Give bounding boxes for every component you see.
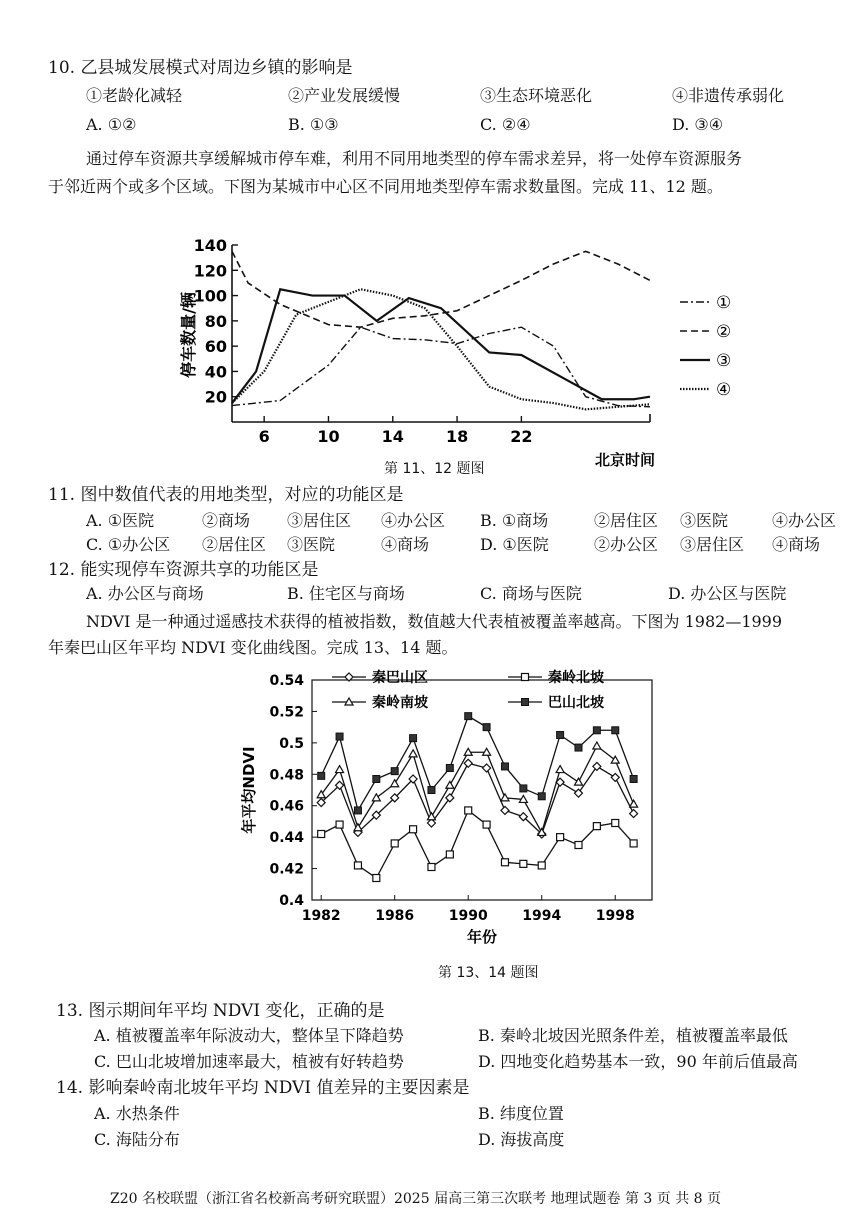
- y-tick-label: 0.48: [269, 767, 304, 784]
- data-point: [501, 859, 508, 866]
- q11-d-2: ②办公区: [594, 535, 659, 554]
- data-point: [336, 821, 343, 828]
- y-tick-label: 0.42: [269, 861, 304, 878]
- series-line-2: [321, 810, 633, 878]
- q11-a-2: ②商场: [202, 511, 251, 530]
- data-point: [391, 768, 398, 775]
- data-point: [446, 851, 453, 858]
- q14-option-c: C. 海陆分布: [94, 1130, 180, 1149]
- y-tick-label: 40: [204, 362, 227, 382]
- y-tick-label: 0.54: [269, 673, 304, 689]
- data-point: [520, 785, 527, 792]
- data-point: [557, 834, 564, 841]
- data-point: [465, 807, 472, 814]
- data-point: [354, 807, 361, 814]
- y-tick-label: 60: [204, 337, 227, 357]
- y-tick-label: 20: [204, 387, 227, 407]
- parking-demand-chart: [170, 225, 750, 485]
- q11-b-1: B. ①商场: [480, 511, 549, 530]
- data-point: [522, 674, 529, 681]
- data-point: [574, 778, 582, 785]
- data-point: [630, 800, 638, 807]
- q12-option-a: A. 办公区与商场: [86, 584, 204, 603]
- data-point: [630, 776, 637, 783]
- legend-label: 巴山北坡: [548, 695, 604, 711]
- y-tick-label: 0.46: [269, 798, 304, 815]
- fig2-caption: 第 13、14 题图: [438, 965, 539, 981]
- y-axis-title: 停车数量/辆: [179, 292, 198, 378]
- q11-d-4: ④商场: [772, 535, 821, 554]
- q11-b-2: ②居住区: [594, 511, 659, 530]
- q11-a-4: ④办公区: [381, 511, 446, 530]
- data-point: [483, 764, 491, 772]
- y-tick-label: 0.52: [269, 704, 304, 721]
- y-tick-label: 0.4: [279, 893, 304, 909]
- q12-option-c: C. 商场与医院: [480, 584, 582, 603]
- data-point: [464, 759, 472, 767]
- legend-label: ③: [716, 351, 732, 371]
- data-point: [593, 742, 601, 749]
- data-point: [630, 810, 638, 818]
- data-point: [538, 793, 545, 800]
- x-tick-label: 1982: [301, 908, 341, 924]
- q12-option-b: B. 住宅区与商场: [287, 584, 405, 603]
- intro1-line2: 于邻近两个或多个区域。下图为某城市中心区不同用地类型停车需求数量图。完成 11、12 题。: [48, 177, 723, 196]
- data-point: [373, 776, 380, 783]
- data-point: [428, 864, 435, 871]
- q11-d-1: D. ①医院: [480, 535, 549, 554]
- q14-option-d: D. 海拔高度: [478, 1130, 565, 1149]
- data-point: [612, 820, 619, 827]
- data-point: [446, 765, 453, 772]
- data-point: [409, 750, 417, 757]
- x-tick-label: 22: [510, 427, 533, 446]
- intro1-line1: 通过停车资源共享缓解城市停车难，利用不同用地类型的停车需求差异，将一处停车资源服务: [86, 149, 743, 168]
- intro2-line1: NDVI 是一种通过遥感技术获得的植被指数，数值越大代表植被覆盖率越高。下图为 1982—1999: [86, 612, 783, 631]
- q10-stem: 10. 乙县城发展模式对周边乡镇的影响是: [48, 58, 353, 78]
- data-point: [522, 699, 529, 706]
- q11-c-1: C. ①办公区: [86, 535, 171, 554]
- q11-a-3: ③居住区: [287, 511, 352, 530]
- q11-c-4: ④商场: [381, 535, 430, 554]
- data-point: [483, 821, 490, 828]
- data-point: [501, 794, 509, 801]
- data-point: [611, 773, 619, 781]
- q13-option-b: B. 秦岭北坡因光照条件差，植被覆盖率最低: [478, 1026, 788, 1045]
- data-point: [354, 862, 361, 869]
- x-axis-title: 年份: [466, 928, 498, 946]
- y-tick-label: 140: [193, 236, 227, 255]
- series-line-1: [232, 327, 650, 407]
- q13-option-a: A. 植被覆盖率年际波动大，整体呈下降趋势: [94, 1026, 404, 1045]
- q10-item-1: ①老龄化减轻: [86, 86, 183, 105]
- q13-stem: 13. 图示期间年平均 NDVI 变化，正确的是: [56, 1001, 385, 1021]
- x-tick-label: 14: [381, 427, 404, 446]
- data-point: [574, 789, 582, 797]
- q12-stem: 12. 能实现停车资源共享的功能区是: [48, 560, 319, 580]
- fig1-caption: 第 11、12 题图: [384, 461, 485, 477]
- q11-b-4: ④办公区: [772, 511, 837, 530]
- data-point: [538, 862, 545, 869]
- data-point: [593, 823, 600, 830]
- q14-option-a: A. 水热条件: [94, 1104, 180, 1123]
- data-point: [556, 766, 564, 773]
- data-point: [391, 780, 399, 787]
- series-line-1: [321, 763, 633, 834]
- plot-frame: [312, 680, 652, 900]
- data-point: [575, 744, 582, 751]
- data-point: [593, 727, 600, 734]
- q10-option-a: A. ①②: [86, 115, 137, 134]
- series-line-3: [232, 289, 650, 403]
- y-tick-label: 80: [204, 311, 227, 331]
- data-point: [318, 772, 325, 779]
- data-point: [501, 806, 509, 814]
- q11-stem: 11. 图中数值代表的用地类型，对应的功能区是: [48, 485, 404, 505]
- q14-stem: 14. 影响秦岭南北坡年平均 NDVI 值差异的主要因素是: [56, 1078, 470, 1098]
- data-point: [520, 860, 527, 867]
- x-tick-label: 1994: [522, 908, 562, 924]
- x-tick-label: 1990: [448, 908, 488, 924]
- q11-c-3: ③医院: [287, 535, 336, 554]
- data-point: [446, 781, 454, 788]
- q14-option-b: B. 纬度位置: [478, 1104, 564, 1123]
- q11-b-3: ③医院: [680, 511, 729, 530]
- q10-option-c: C. ②④: [480, 115, 531, 134]
- series-line-3: [321, 746, 633, 832]
- q13-option-c: C. 巴山北坡增加速率最大，植被有好转趋势: [94, 1052, 404, 1071]
- legend-label: ④: [716, 380, 732, 400]
- q10-item-2: ②产业发展缓慢: [288, 86, 401, 105]
- data-point: [318, 831, 325, 838]
- data-point: [575, 842, 582, 849]
- x-axis-title: 北京时间: [594, 451, 656, 469]
- data-point: [428, 787, 435, 794]
- data-point: [557, 732, 564, 739]
- data-point: [483, 724, 490, 731]
- legend-label: 秦岭南坡: [372, 695, 428, 711]
- series-line-4: [321, 716, 633, 810]
- data-point: [410, 826, 417, 833]
- x-tick-label: 1998: [595, 908, 635, 924]
- q11-a-1: A. ①医院: [86, 511, 155, 530]
- data-point: [336, 766, 344, 773]
- ndvi-chart: [240, 660, 670, 960]
- q10-item-3: ③生态环境恶化: [480, 86, 593, 105]
- y-tick-label: 100: [193, 286, 227, 306]
- q11-c-2: ②居住区: [202, 535, 267, 554]
- data-point: [612, 727, 619, 734]
- y-tick-label: 120: [193, 261, 227, 281]
- x-tick-label: 6: [258, 427, 270, 446]
- data-point: [373, 875, 380, 882]
- intro2-line2: 年秦巴山区年平均 NDVI 变化曲线图。完成 13、14 题。: [48, 638, 458, 657]
- q11-d-3: ③居住区: [680, 535, 745, 554]
- x-tick-label: 1986: [375, 908, 415, 924]
- legend-label: ②: [716, 322, 732, 342]
- q12-option-d: D. 办公区与医院: [668, 584, 787, 603]
- page-footer: Z20 名校联盟（浙江省名校新高考研究联盟）2025 届高三第三次联考 地理试题卷 第 3 页 共 8 页: [110, 1191, 722, 1207]
- q10-option-d: D. ③④: [672, 115, 724, 134]
- data-point: [593, 762, 601, 770]
- y-tick-label: 0.5: [279, 735, 304, 752]
- legend-label: 秦巴山区: [372, 670, 428, 686]
- q13-option-d: D. 四地变化趋势基本一致，90 年前后值最高: [478, 1052, 798, 1071]
- data-point: [501, 763, 508, 770]
- data-point: [630, 840, 637, 847]
- data-point: [336, 733, 343, 740]
- q10-item-4: ④非遗传承弱化: [672, 86, 785, 105]
- q10-option-b: B. ①③: [288, 115, 339, 134]
- y-axis-title: 年平均NDVI: [240, 746, 258, 834]
- data-point: [465, 713, 472, 720]
- x-tick-label: 18: [445, 427, 469, 446]
- data-point: [391, 840, 398, 847]
- y-tick-label: 0.44: [269, 830, 304, 847]
- data-point: [410, 735, 417, 742]
- x-tick-label: 10: [317, 427, 340, 446]
- legend-label: 秦岭北坡: [548, 670, 604, 686]
- legend-label: ①: [716, 293, 732, 313]
